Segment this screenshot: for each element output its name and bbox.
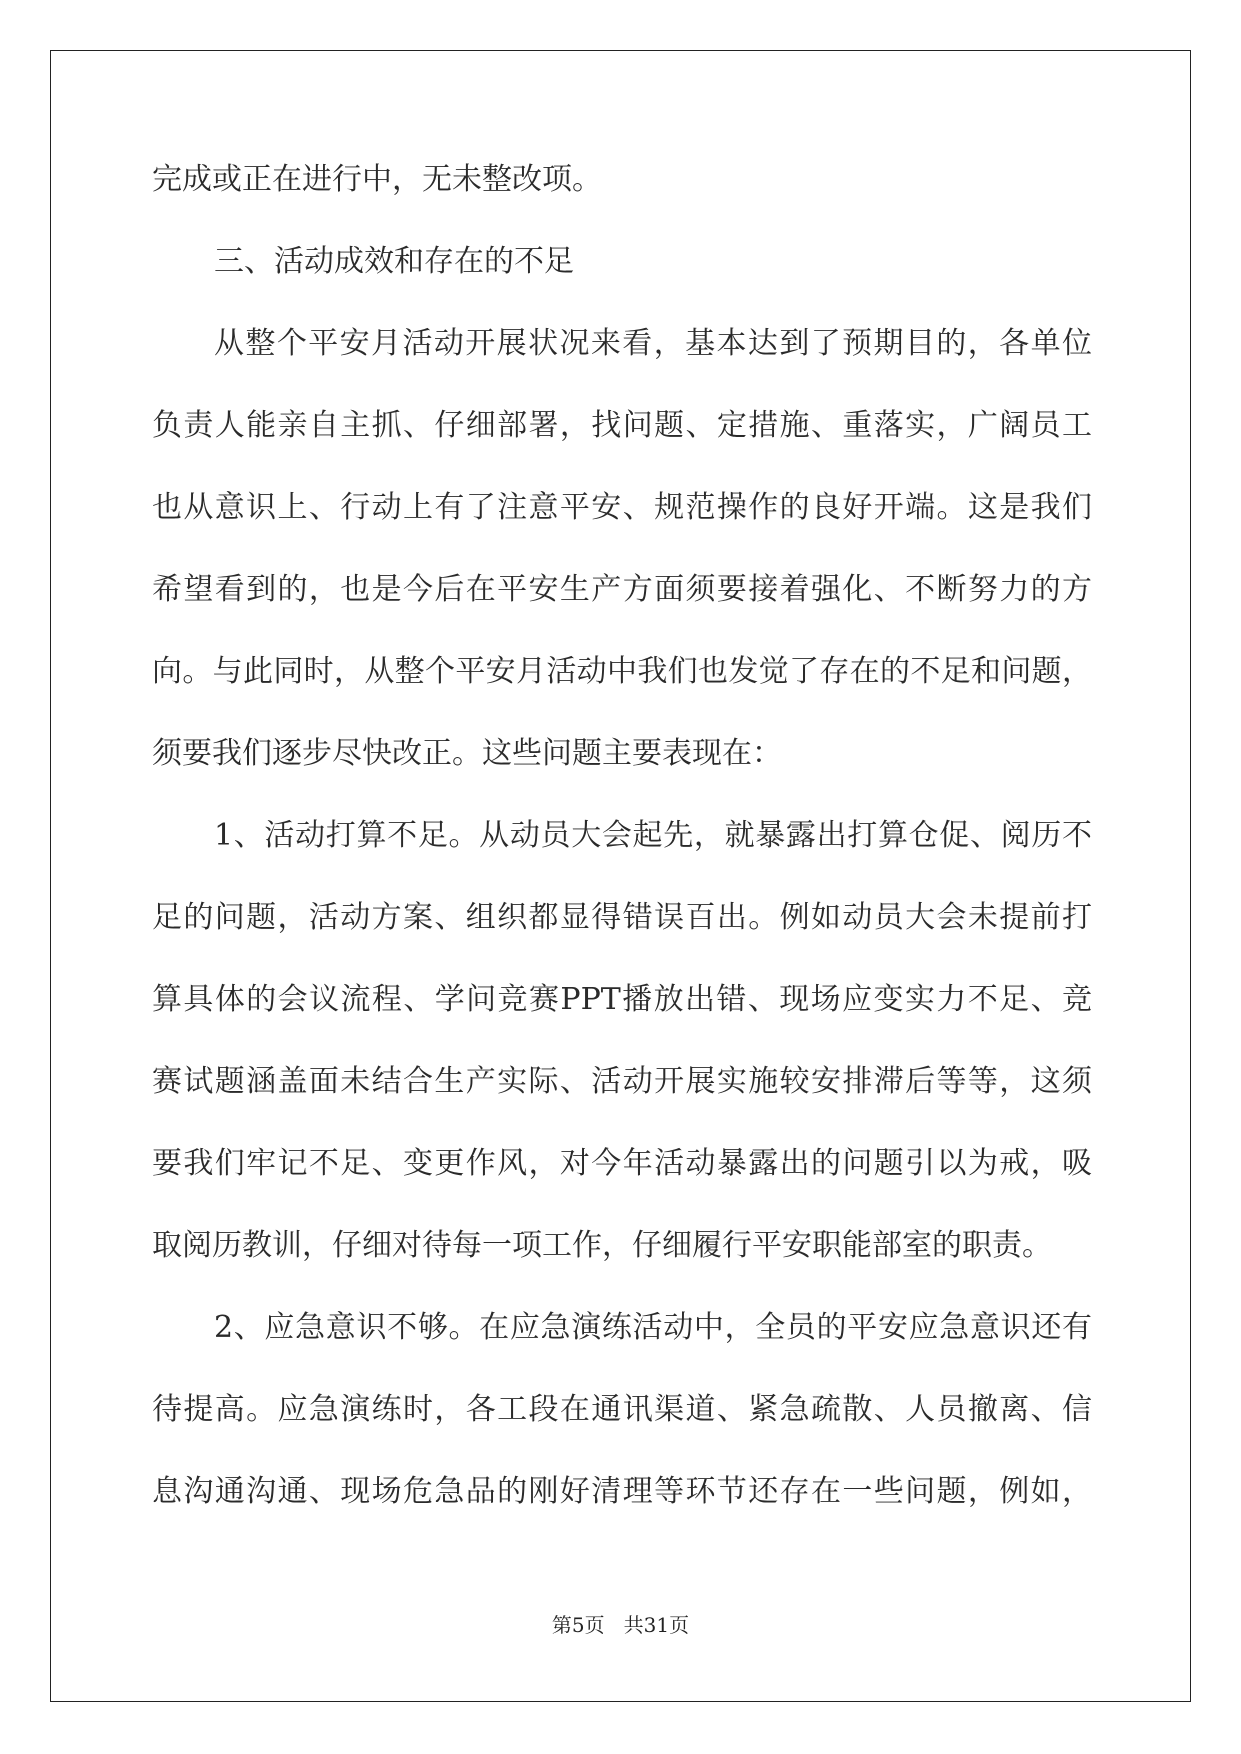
text-line: 希望看到的，也是今后在平安生产方面须要接着强化、不断努力的方: [152, 572, 1092, 607]
text-line: 须要我们逐步尽快改正。这些问题主要表现在：: [152, 736, 782, 771]
text-line: 取阅历教训，仔细对待每一项工作，仔细履行平安职能部室的职责。: [152, 1228, 1052, 1263]
page-number: 第5页: [551, 1613, 605, 1637]
text-line: 2、应急意识不够。在应急演练活动中，全员的平安应急意识还有: [214, 1310, 1092, 1345]
page-total: 共31页: [623, 1613, 690, 1637]
text-line: 算具体的会议流程、学问竞赛PPT播放出错、现场应变实力不足、竞: [152, 982, 1092, 1017]
text-line: 待提高。应急演练时，各工段在通讯渠道、紧急疏散、人员撤离、信: [152, 1392, 1092, 1427]
section-heading: 三、活动成效和存在的不足: [214, 244, 574, 279]
text-line: 足的问题，活动方案、组织都显得错误百出。例如动员大会未提前打: [152, 900, 1092, 935]
page-footer: [0, 1612, 1241, 1638]
text-line: 息沟通沟通、现场危急品的刚好清理等环节还存在一些问题，例如，: [152, 1474, 1092, 1509]
text-line: 从整个平安月活动开展状况来看，基本达到了预期目的，各单位: [214, 326, 1092, 361]
text-line: 也从意识上、行动上有了注意平安、规范操作的良好开端。这是我们: [152, 490, 1092, 525]
document-body: [152, 160, 1092, 1554]
text-line: 负责人能亲自主抓、仔细部署，找问题、定措施、重落实，广阔员工: [152, 408, 1092, 443]
text-line: 完成或正在进行中，无未整改项。: [152, 162, 602, 197]
text-line: 赛试题涵盖面未结合生产实际、活动开展实施较安排滞后等等，这须: [152, 1064, 1092, 1099]
text-line: 向。与此同时，从整个平安月活动中我们也发觉了存在的不足和问题，: [152, 654, 1092, 689]
text-line: 要我们牢记不足、变更作风，对今年活动暴露出的问题引以为戒，吸: [152, 1146, 1092, 1181]
text-line: 1、活动打算不足。从动员大会起先，就暴露出打算仓促、阅历不: [214, 818, 1092, 853]
